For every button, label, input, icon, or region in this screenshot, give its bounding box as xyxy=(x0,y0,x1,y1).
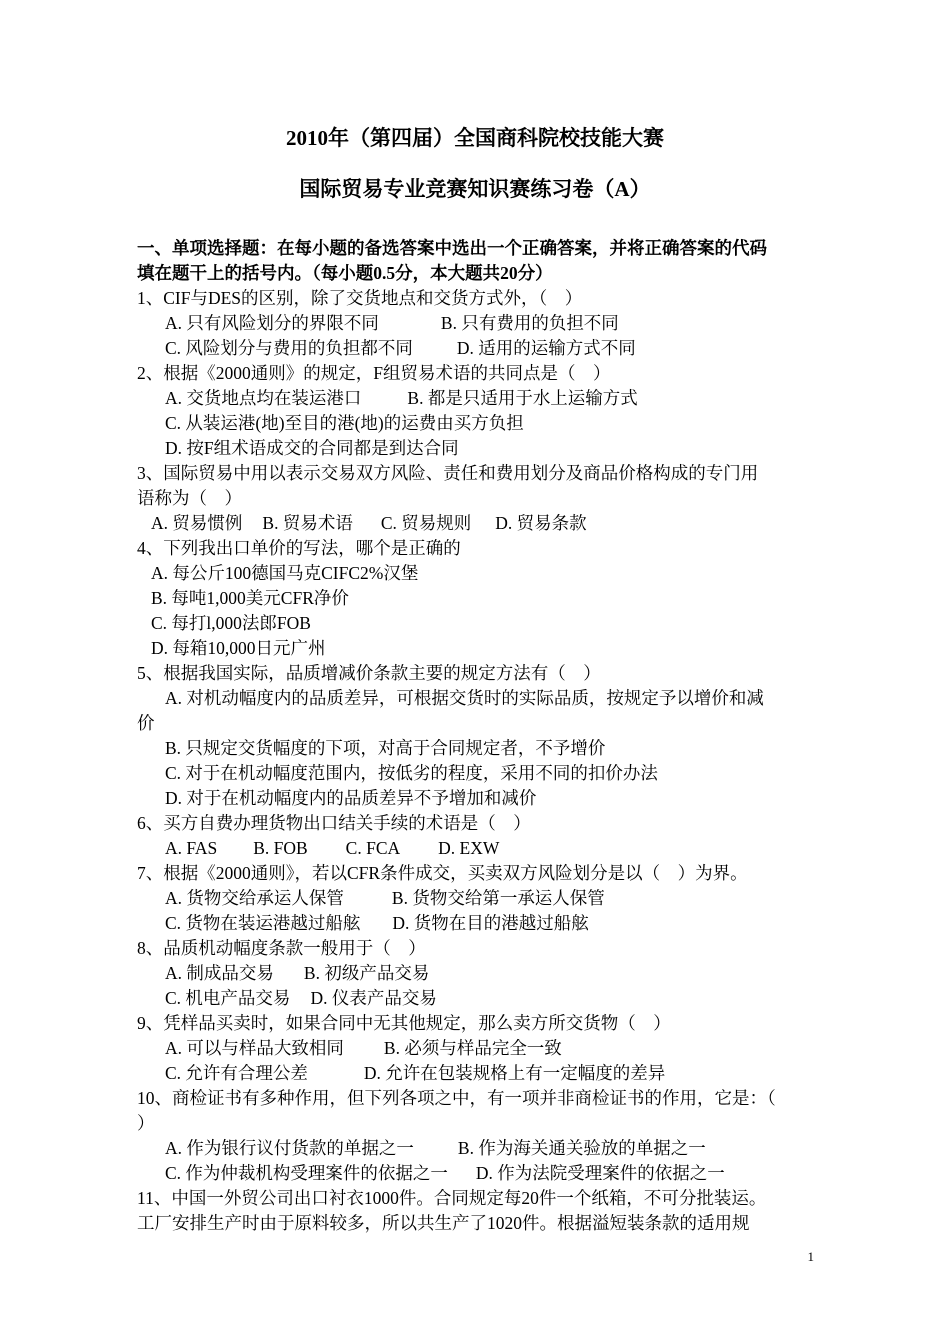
q1-option-d: D. 适用的运输方式不同 xyxy=(456,338,636,358)
q9-options-cd xyxy=(137,1061,817,1086)
q10-option-a: A. 作为银行议付货款的单据之一 xyxy=(165,1138,414,1158)
q2-option-c: C. 从装运港(地)至目的港(地)的运费由买方负担 xyxy=(165,413,524,433)
q8-option-d: D. 仪表产品交易 xyxy=(310,988,437,1008)
q7-option-d: D. 货物在目的港越过船舷 xyxy=(392,913,589,933)
q8-option-c: C. 机电产品交易 xyxy=(165,988,291,1008)
q6-stem: 6、买方自费办理货物出口结关手续的术语是（ ） xyxy=(137,813,531,833)
q10-stem-line-1: 10、商检证书有多种作用，但下列各项之中，有一项并非商检证书的作用，它是：（ xyxy=(137,1088,776,1108)
section-heading-line-2: 填在题干上的括号内。（每小题0.5分，本大题共20分） xyxy=(137,263,553,283)
q3-option-c: C. 贸易规则 xyxy=(380,513,472,533)
q8-options-cd xyxy=(137,986,817,1011)
q1-option-a: A. 只有风险划分的界限不同 xyxy=(165,313,379,333)
q3-option-a: A. 贸易惯例 xyxy=(151,513,243,533)
q7-options-cd xyxy=(137,911,817,936)
q1-options-cd xyxy=(137,336,817,361)
title-line-2: 国际贸易专业竞赛知识赛练习卷（A） xyxy=(299,177,651,201)
q11-stem-line-2: 工厂安排生产时由于原料较多，所以共生产了1020件。根据溢短装条款的适用规 xyxy=(137,1213,750,1233)
q8-option-a: A. 制成品交易 xyxy=(165,963,274,983)
q1-options-ab xyxy=(137,311,817,336)
q10-option-d: D. 作为法院受理案件的依据之一 xyxy=(475,1163,725,1183)
q3-option-b: B. 贸易术语 xyxy=(262,513,353,533)
q6-option-a: A. FAS xyxy=(165,838,218,858)
q7-option-b: B. 货物交给第一承运人保管 xyxy=(391,888,605,908)
q1-stem: 1、CIF与DES的区别，除了交货地点和交货方式外，（ ） xyxy=(137,288,583,308)
q6-option-d: D. EXW xyxy=(438,838,500,858)
q5-option-c: C. 对于在机动幅度范围内，按低劣的程度，采用不同的扣价办法 xyxy=(165,763,658,783)
q3-option-d: D. 贸易条款 xyxy=(495,513,587,533)
q3-options xyxy=(137,511,817,536)
q3-stem-line-2: 语称为（ ） xyxy=(137,488,242,508)
question-body xyxy=(137,236,817,1236)
section-heading-line-1: 一、单项选择题：在每小题的备选答案中选出一个正确答案，并将正确答案的代码 xyxy=(137,238,767,258)
q9-stem: 9、凭样品买卖时，如果合同中无其他规定，那么卖方所交货物（ ） xyxy=(137,1013,671,1033)
q9-option-b: B. 必须与样品完全一致 xyxy=(383,1038,562,1058)
q8-stem: 8、品质机动幅度条款一般用于（ ） xyxy=(137,938,426,958)
q5-stem: 5、根据我国实际，品质增减价条款主要的规定方法有（ ） xyxy=(137,663,601,683)
q8-options-ab xyxy=(137,961,817,986)
q7-option-a: A. 货物交给承运人保管 xyxy=(165,888,344,908)
q7-stem: 7、根据《2000通则》，若以CFR条件成交，买卖双方风险划分是以（ ）为界。 xyxy=(137,863,748,883)
q10-options-cd xyxy=(137,1161,817,1186)
q4-option-a: A. 每公斤100德国马克CIFC2%汉堡 xyxy=(151,563,419,583)
q4-stem: 4、下列我出口单价的写法，哪个是正确的 xyxy=(137,538,461,558)
q5-option-b: B. 只规定交货幅度的下项，对高于合同规定者，不予增价 xyxy=(165,738,606,758)
q5-option-d: D. 对于在机动幅度内的品质差异不予增加和减价 xyxy=(165,788,537,808)
q6-options xyxy=(137,836,817,861)
q2-option-d: D. 按F组术语成交的合同都是到达合同 xyxy=(165,438,459,458)
q6-option-c: C. FCA xyxy=(345,838,401,858)
q4-option-b: B. 每吨1,000美元CFR净价 xyxy=(151,588,349,608)
q2-option-b: B. 都是只适用于水上运输方式 xyxy=(407,388,638,408)
q4-option-c: C. 每打l,000法郎FOB xyxy=(151,613,311,633)
q5-option-a-line-2: 价 xyxy=(137,713,155,733)
q10-stem-line-2: ） xyxy=(137,1113,155,1133)
q7-options-ab xyxy=(137,886,817,911)
q6-option-b: B. FOB xyxy=(253,838,308,858)
page-number: 1 xyxy=(807,1249,814,1264)
q3-stem-line-1: 3、国际贸易中用以表示交易双方风险、责任和费用划分及商品价格构成的专门用 xyxy=(137,463,759,483)
q5-option-a-line-1: A. 对机动幅度内的品质差异，可根据交货时的实际品质，按规定予以增价和减 xyxy=(165,688,764,708)
q9-options-ab xyxy=(137,1036,817,1061)
q2-option-a: A. 交货地点均在装运港口 xyxy=(165,388,362,408)
title-line-1: 2010年（第四届）全国商科院校技能大赛 xyxy=(286,126,664,150)
q4-option-d: D. 每箱10,000日元广州 xyxy=(151,638,326,658)
q11-stem-line-1: 11、中国一外贸公司出口衬衣1000件。合同规定每20件一个纸箱，不可分批装运。 xyxy=(137,1188,767,1208)
q1-option-c: C. 风险划分与费用的负担都不同 xyxy=(165,338,413,358)
q1-option-b: B. 只有费用的负担不同 xyxy=(440,313,619,333)
q2-stem: 2、根据《2000通则》的规定，F组贸易术语的共同点是（ ） xyxy=(137,363,611,383)
q9-option-d: D. 允许在包装规格上有一定幅度的差异 xyxy=(363,1063,666,1083)
q10-options-ab xyxy=(137,1136,817,1161)
q7-option-c: C. 货物在装运港越过船舷 xyxy=(165,913,361,933)
q2-options-ab xyxy=(137,386,817,411)
q9-option-c: C. 允许有合理公差 xyxy=(165,1063,308,1083)
q10-option-b: B. 作为海关通关验放的单据之一 xyxy=(457,1138,706,1158)
q10-option-c: C. 作为仲裁机构受理案件的依据之一 xyxy=(165,1163,448,1183)
q9-option-a: A. 可以与样品大致相同 xyxy=(165,1038,344,1058)
q8-option-b: B. 初级产品交易 xyxy=(303,963,430,983)
